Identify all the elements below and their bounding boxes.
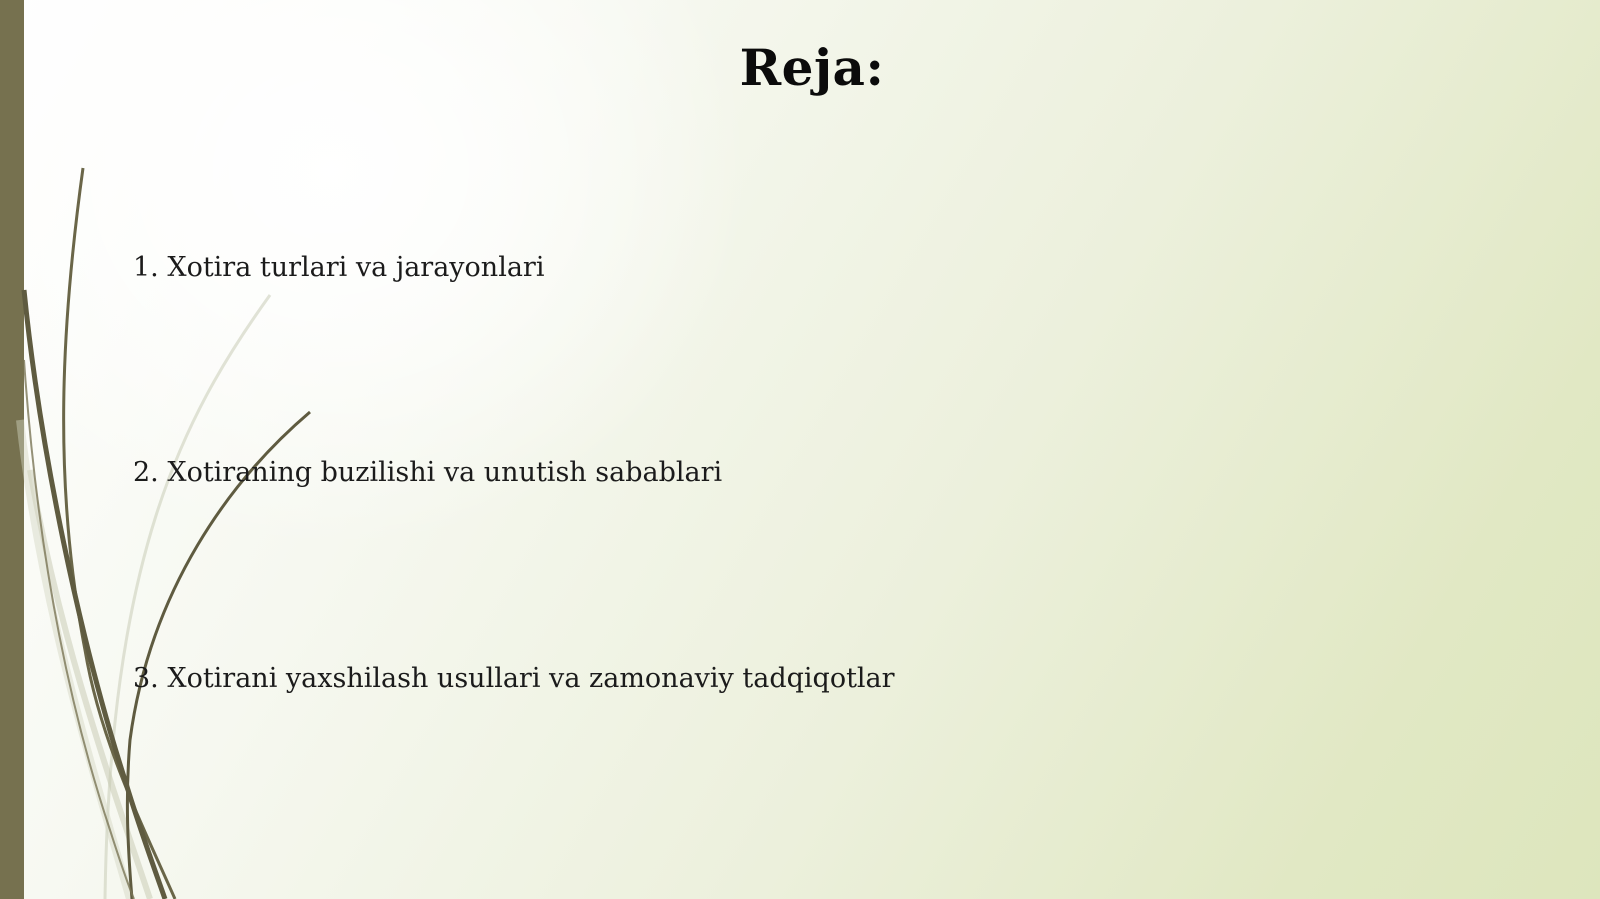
plan-item-1: 1. Xotira turlari va jarayonlari <box>133 252 545 283</box>
plan-item-3: 3. Xotirani yaxshilash usullari va zamonaviy tadqiqotlar <box>133 663 895 694</box>
slide-title: Reja: <box>739 38 885 97</box>
grass-decoration <box>0 0 330 899</box>
plan-item-2: 2. Xotiraning buzilishi va unutish sabablari <box>133 457 723 488</box>
